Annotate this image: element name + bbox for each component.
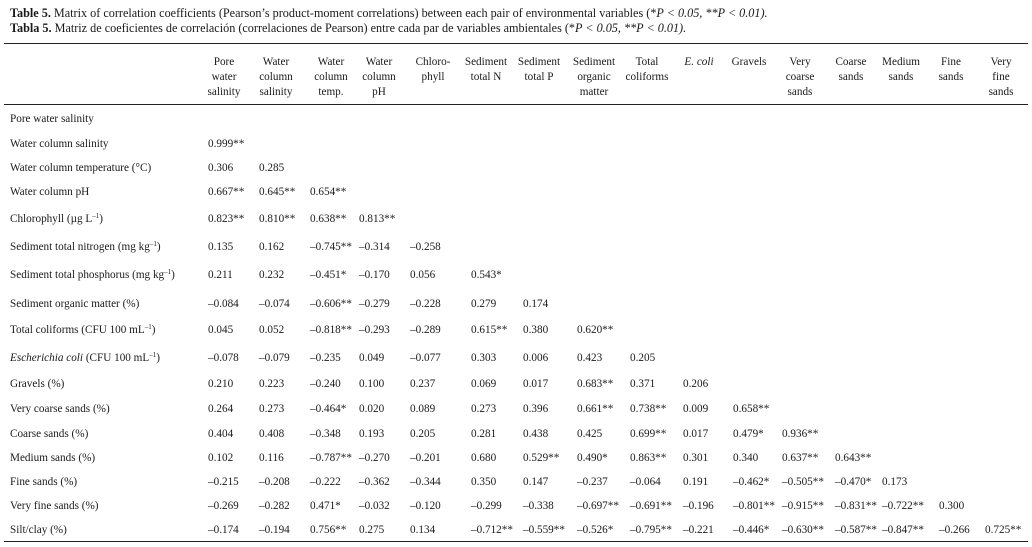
correlation-cell: –0.237	[577, 476, 608, 488]
caption-significance-spanish: P < 0.05, **P < 0.01).	[575, 21, 687, 35]
column-header: Fine sands	[938, 56, 964, 83]
correlation-cell: –0.174	[208, 524, 239, 536]
correlation-cell: –0.314	[359, 241, 390, 253]
row-label-close: )	[171, 269, 175, 281]
correlation-cell: –0.032	[359, 500, 390, 512]
correlation-cell: 0.810**	[259, 213, 296, 225]
correlation-cell: 0.637**	[782, 452, 819, 464]
correlation-cell: –0.344	[410, 476, 441, 488]
correlation-cell: –0.266	[939, 524, 970, 536]
correlation-cell: 0.300	[939, 500, 965, 512]
row-label	[10, 451, 95, 466]
correlation-cell: 0.223	[259, 378, 285, 390]
caption-text-spanish: Matriz de coeficientes de correlación (correlaciones de Pearson) entre cada par de variables ambientales (*	[54, 21, 576, 35]
column-header: Sediment organic matter	[572, 56, 616, 98]
row-label-close: )	[99, 213, 104, 225]
correlation-cell: –0.630**	[782, 524, 824, 536]
correlation-cell: 0.490*	[577, 452, 608, 464]
row-label	[10, 427, 88, 442]
row-label-text: Very coarse sands (%)	[10, 403, 110, 415]
row-label	[10, 185, 89, 200]
correlation-cell: –0.194	[259, 524, 290, 536]
correlation-cell: –0.279	[359, 298, 390, 310]
correlation-cell: 0.210	[208, 378, 234, 390]
correlation-cell: 0.404	[208, 428, 234, 440]
row-label	[10, 137, 109, 152]
correlation-cell: 0.543*	[471, 269, 502, 281]
correlation-cell: 0.116	[259, 452, 284, 464]
column-header: Gravels	[731, 56, 767, 68]
correlation-cell: 0.699**	[630, 428, 667, 440]
correlation-cell: –0.269	[208, 500, 239, 512]
row-label-text: Coarse sands (%)	[10, 428, 89, 440]
correlation-cell: 0.162	[259, 241, 285, 253]
correlation-cell: –0.170	[359, 269, 390, 281]
correlation-cell: 0.529**	[523, 452, 560, 464]
table-top-rule	[4, 43, 1028, 44]
correlation-cell: –0.787**	[310, 452, 352, 464]
correlation-cell: 0.823**	[208, 213, 245, 225]
correlation-cell: –0.201	[410, 452, 441, 464]
correlation-cell: 0.281	[471, 428, 497, 440]
caption-significance-english: P < 0.05, **P < 0.01).	[656, 6, 768, 20]
row-label-unit-exponent: –1	[164, 268, 172, 276]
column-header: Total coliforms	[625, 56, 669, 83]
correlation-cell: 0.645**	[259, 186, 296, 198]
correlation-cell: –0.120	[410, 500, 441, 512]
correlation-cell: 0.654**	[310, 186, 347, 198]
correlation-cell: 0.620**	[577, 324, 614, 336]
row-label-unit-exponent: –1	[149, 351, 157, 359]
correlation-cell: 0.100	[359, 378, 385, 390]
correlation-cell: 0.045	[208, 324, 234, 336]
correlation-cell: –0.079	[259, 352, 290, 364]
correlation-cell: 0.471*	[310, 500, 341, 512]
correlation-cell: –0.446*	[733, 524, 770, 536]
row-label	[10, 351, 160, 366]
correlation-cell: –0.451*	[310, 269, 347, 281]
correlation-cell: –0.208	[259, 476, 290, 488]
correlation-cell: –0.915**	[782, 500, 824, 512]
table-bottom-rule	[4, 541, 1028, 542]
correlation-cell: 0.174	[523, 298, 549, 310]
row-label-unit-exponent: –1	[92, 212, 100, 220]
correlation-cell: –0.258	[410, 241, 441, 253]
correlation-cell: 0.301	[683, 452, 709, 464]
row-label	[10, 297, 139, 312]
row-label-text: Sediment organic matter (%)	[10, 298, 140, 310]
correlation-cell: 0.191	[683, 476, 709, 488]
correlation-cell: –0.196	[683, 500, 714, 512]
correlation-cell: 0.017	[523, 378, 549, 390]
correlation-cell: 0.006	[523, 352, 549, 364]
correlation-cell: 0.306	[208, 162, 234, 174]
correlation-cell: 0.380	[523, 324, 549, 336]
correlation-cell: –0.348	[310, 428, 341, 440]
correlation-cell: –0.559**	[523, 524, 565, 536]
correlation-cell: –0.282	[259, 500, 290, 512]
correlation-cell: 0.135	[208, 241, 234, 253]
correlation-cell: –0.289	[410, 324, 441, 336]
correlation-cell: 0.936**	[782, 428, 819, 440]
correlation-cell: 0.479*	[733, 428, 764, 440]
correlation-cell: 0.340	[733, 452, 759, 464]
correlation-cell: 0.738**	[630, 403, 667, 415]
correlation-cell: 0.425	[577, 428, 603, 440]
column-header: Pore water salinity	[207, 56, 241, 98]
row-label-text: Sediment total nitrogen (mg kg	[10, 241, 150, 253]
correlation-cell: 0.683**	[577, 378, 614, 390]
row-label-close: )	[151, 324, 156, 336]
correlation-cell: –0.078	[208, 352, 239, 364]
table-header-rule	[4, 104, 1028, 105]
correlation-cell: 0.069	[471, 378, 497, 390]
row-label-text: Silt/clay (%)	[10, 524, 67, 536]
correlation-cell: 0.667**	[208, 186, 245, 198]
correlation-cell: –0.074	[259, 298, 290, 310]
correlation-cell: 0.275	[359, 524, 385, 536]
correlation-cell: 0.017	[683, 428, 709, 440]
row-label-text: Medium sands (%)	[10, 452, 96, 464]
row-label	[10, 377, 64, 392]
correlation-cell: –0.299	[471, 500, 502, 512]
row-label-text: (CFU 100 mL	[83, 352, 150, 364]
correlation-cell: 0.206	[683, 378, 709, 390]
correlation-cell: 0.371	[630, 378, 656, 390]
correlation-cell: 0.350	[471, 476, 497, 488]
correlation-cell: –0.240	[310, 378, 341, 390]
row-label	[10, 402, 110, 417]
correlation-cell: 0.056	[410, 269, 436, 281]
correlation-cell: 0.863**	[630, 452, 667, 464]
correlation-cell: –0.712**	[471, 524, 513, 536]
row-label-species: Escherichia coli	[10, 352, 84, 364]
correlation-cell: 0.680	[471, 452, 497, 464]
row-label-text: Fine sands (%)	[10, 476, 78, 488]
correlation-cell: –0.222	[310, 476, 341, 488]
correlation-cell: –0.795**	[630, 524, 672, 536]
correlation-cell: 0.643**	[835, 452, 872, 464]
column-header: Water column temp.	[314, 56, 348, 98]
column-header: Very fine sands	[988, 56, 1014, 98]
column-header: Medium sands	[882, 56, 920, 83]
correlation-cell: 0.303	[471, 352, 497, 364]
row-label-text: Sediment total phosphorus (mg kg	[10, 269, 165, 281]
row-label-text: Total coliforms (CFU 100 mL	[10, 324, 145, 336]
correlation-cell: 0.205	[630, 352, 656, 364]
correlation-cell: –0.801**	[733, 500, 775, 512]
correlation-cell: –0.077	[410, 352, 441, 364]
row-label	[10, 112, 94, 127]
row-label	[10, 161, 151, 176]
correlation-cell: 0.147	[523, 476, 549, 488]
row-label-text: Gravels (%)	[10, 378, 65, 390]
correlation-cell: –0.818**	[310, 324, 352, 336]
correlation-cell: 0.273	[259, 403, 285, 415]
row-label-text: Pore water salinity	[10, 113, 94, 125]
correlation-cell: –0.697**	[577, 500, 619, 512]
correlation-cell: 0.408	[259, 428, 285, 440]
row-label-text: Chlorophyll (µg L	[10, 213, 93, 225]
correlation-cell: –0.505**	[782, 476, 824, 488]
row-label-close: )	[156, 241, 161, 253]
row-label	[10, 323, 155, 338]
correlation-cell: –0.084	[208, 298, 239, 310]
correlation-cell: 0.009	[683, 403, 709, 415]
correlation-cell: 0.615**	[471, 324, 508, 336]
column-header: Sediment total P	[517, 56, 561, 83]
correlation-cell: 0.049	[359, 352, 385, 364]
correlation-cell: –0.470*	[835, 476, 872, 488]
correlation-cell: –0.228	[410, 298, 441, 310]
correlation-cell: 0.813**	[359, 213, 396, 225]
row-label	[10, 268, 175, 283]
correlation-cell: –0.270	[359, 452, 390, 464]
column-header: Water column pH	[362, 56, 396, 98]
correlation-cell: –0.831**	[835, 500, 877, 512]
column-header: Chloro- phyll	[415, 56, 451, 83]
caption-label-english: Table 5.	[10, 6, 51, 20]
correlation-cell: 0.423	[577, 352, 603, 364]
row-label	[10, 499, 99, 514]
row-label	[10, 475, 77, 490]
row-label-unit-exponent: –1	[144, 323, 152, 331]
caption-text-english: Matrix of correlation coefficients (Pearson’s product-moment correlations) between each pair of environmental variables (*	[53, 6, 657, 20]
correlation-cell: –0.064	[630, 476, 661, 488]
correlation-cell: –0.745**	[310, 241, 352, 253]
correlation-cell: –0.221	[683, 524, 714, 536]
correlation-cell: 0.396	[523, 403, 549, 415]
correlation-cell: 0.638**	[310, 213, 347, 225]
caption-label-spanish: Tabla 5.	[10, 21, 52, 35]
correlation-cell: 0.756**	[310, 524, 347, 536]
row-label	[10, 240, 161, 255]
correlation-cell: –0.462*	[733, 476, 770, 488]
correlation-cell: 0.211	[208, 269, 233, 281]
row-label-text: Very fine sands (%)	[10, 500, 99, 512]
correlation-cell: –0.235	[310, 352, 341, 364]
column-header: E. coli	[684, 56, 714, 68]
table-caption-spanish	[10, 21, 686, 36]
correlation-cell: –0.587**	[835, 524, 877, 536]
column-header: Sediment total N	[464, 56, 508, 83]
correlation-cell: –0.464*	[310, 403, 347, 415]
correlation-cell: –0.293	[359, 324, 390, 336]
correlation-cell: 0.285	[259, 162, 285, 174]
correlation-cell: –0.215	[208, 476, 239, 488]
table-caption-english	[10, 6, 768, 21]
column-header: Water column salinity	[259, 56, 293, 98]
correlation-cell: –0.847**	[882, 524, 924, 536]
correlation-cell: 0.999**	[208, 138, 245, 150]
correlation-cell: –0.722**	[882, 500, 924, 512]
column-header: Coarse sands	[835, 56, 867, 83]
correlation-cell: 0.725**	[985, 524, 1022, 536]
correlation-cell: –0.362	[359, 476, 390, 488]
row-label	[10, 523, 67, 538]
correlation-cell: 0.264	[208, 403, 234, 415]
correlation-cell: 0.052	[259, 324, 285, 336]
correlation-cell: 0.089	[410, 403, 436, 415]
correlation-cell: 0.237	[410, 378, 436, 390]
correlation-cell: 0.173	[882, 476, 908, 488]
column-header: Very coarse sands	[785, 56, 815, 98]
correlation-cell: 0.658**	[733, 403, 770, 415]
correlation-cell: 0.020	[359, 403, 385, 415]
correlation-cell: –0.606**	[310, 298, 352, 310]
correlation-cell: 0.193	[359, 428, 385, 440]
correlation-cell: 0.205	[410, 428, 436, 440]
row-label-text: Water column pH	[10, 186, 90, 198]
row-label-close: )	[156, 352, 160, 364]
row-label	[10, 212, 103, 227]
correlation-cell: 0.232	[259, 269, 285, 281]
row-label-unit-exponent: –1	[149, 240, 157, 248]
correlation-cell: 0.438	[523, 428, 549, 440]
correlation-cell: 0.134	[410, 524, 436, 536]
row-label-text: Water column temperature (°C)	[10, 162, 152, 174]
correlation-cell: 0.661**	[577, 403, 614, 415]
correlation-cell: –0.338	[523, 500, 554, 512]
correlation-cell: –0.526*	[577, 524, 614, 536]
correlation-cell: –0.691**	[630, 500, 672, 512]
correlation-cell: 0.279	[471, 298, 497, 310]
correlation-cell: 0.273	[471, 403, 497, 415]
correlation-cell: 0.102	[208, 452, 234, 464]
row-label-text: Water column salinity	[10, 138, 109, 150]
